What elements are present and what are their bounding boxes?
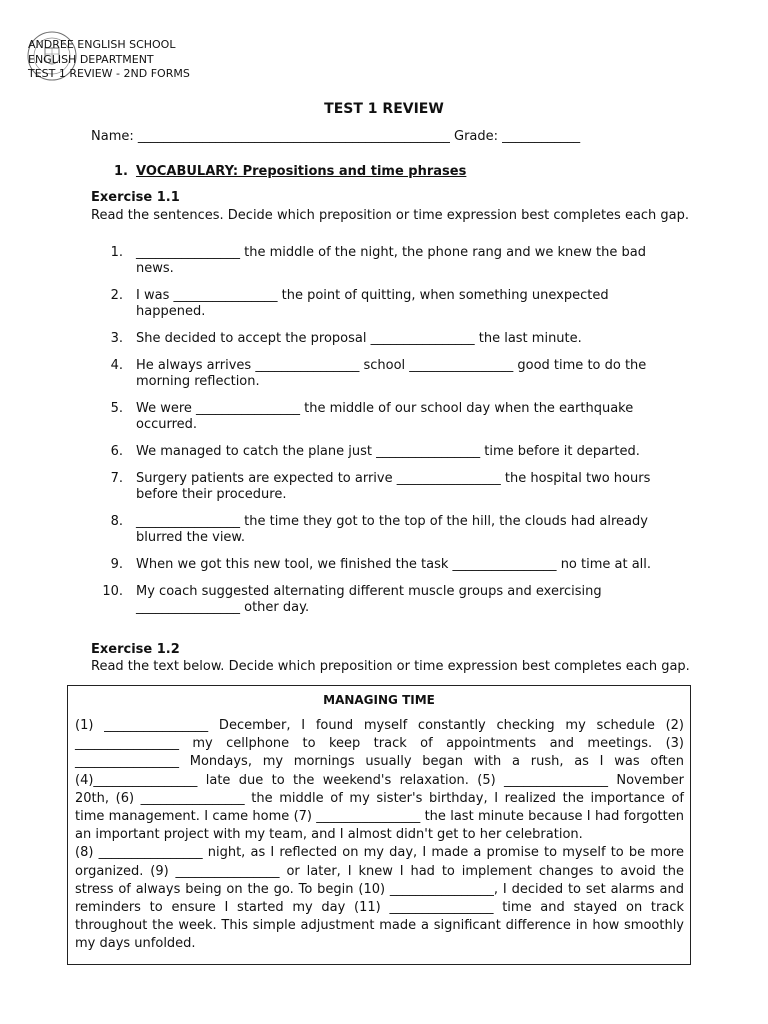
section-heading-text: VOCABULARY: Prepositions and time phrases — [135, 164, 467, 179]
box-paragraph-1: (1) ________________ December, I found myself constantly checking my schedule (2) ________________ my cellphone to keep track of appointments and meetings. (3) ________________ Mondays, my mornings usually began with a rush, as I was often (4)________________ late due to the weekend's relaxation. (5) ________________ November 20th, (6) ________________ the middle of my sister's birthday, I realized the importance of time management. I came home (7) ________________ the last minute because I had forgotten an important project with my team, and I almost didn't get to her celebration. — [75, 718, 684, 843]
header-line-school: ANDREE ENGLISH SCHOOL — [28, 38, 176, 51]
managing-time-text-box — [67, 685, 691, 965]
item-text: We were ________________ the middle of our school day when the earthquake occurred. — [136, 401, 634, 432]
item-text: I was ________________ the point of quitting, when something unexpected happened. — [136, 288, 609, 319]
list-item — [91, 401, 671, 433]
item-text: ________________ the time they got to the top of the hill, the clouds had already blurred the view. — [136, 514, 648, 545]
item-number: 4. — [110, 358, 123, 373]
item-text: ________________ the middle of the night, the phone rang and we knew the bad news. — [136, 245, 646, 276]
box-title: MANAGING TIME — [323, 693, 435, 707]
list-item — [91, 471, 671, 503]
list-item — [91, 331, 671, 347]
item-text: She decided to accept the proposal ________________ the last minute. — [136, 331, 582, 346]
exercise-1-list — [91, 245, 671, 627]
item-number: 8. — [110, 514, 123, 529]
exercise-2-title: Exercise 1.2 — [91, 642, 180, 657]
list-item — [91, 557, 671, 573]
header-line-test: TEST 1 REVIEW - 2ND FORMS — [28, 67, 190, 80]
section-heading — [114, 164, 466, 179]
item-number: 10. — [102, 584, 123, 599]
name-grade-line: Name: ________________________________________________ Grade: ____________ — [91, 129, 581, 144]
item-number: 7. — [110, 471, 123, 486]
item-number: 3. — [110, 331, 123, 346]
header-line-department: ENGLISH DEPARTMENT — [28, 52, 154, 66]
item-number: 1. — [110, 245, 123, 260]
school-header — [28, 38, 190, 82]
list-item — [91, 288, 671, 320]
list-item — [91, 358, 671, 390]
item-text: When we got this new tool, we finished the task ________________ no time at all. — [136, 557, 652, 572]
box-text — [75, 717, 684, 954]
item-text: Surgery patients are expected to arrive ________________ the hospital two hours before their procedure. — [136, 471, 651, 502]
exercise-1-instruction: Read the sentences. Decide which preposition or time expression best completes each gap. — [91, 208, 690, 223]
exercise-2-instruction: Read the text below. Decide which preposition or time expression best completes each gap. — [91, 659, 690, 674]
exercise-1-title: Exercise 1.1 — [91, 190, 180, 205]
item-text: My coach suggested alternating different muscle groups and exercising ________________ other day. — [136, 584, 602, 615]
item-number: 5. — [110, 401, 123, 416]
item-number: 9. — [110, 557, 123, 572]
item-number: 2. — [110, 288, 123, 303]
list-item — [91, 514, 671, 546]
item-text: He always arrives ________________ school ________________ good time to do the morning reflection. — [136, 358, 647, 389]
item-number: 6. — [110, 444, 123, 459]
list-item — [91, 584, 671, 616]
list-item — [91, 245, 671, 277]
page-title: TEST 1 REVIEW — [324, 101, 444, 117]
box-paragraph-2: (8) ________________ night, as I reflected on my day, I made a promise to myself to be more organized. (9) ________________ or later, I knew I had to implement changes to avoid the stress of always being on the go. To begin (10) ________________, I decided to set alarms and reminders to ensure I started my day (11) ________________ time and stayed on track throughout the week. This simple adjustment made a significant difference in how smoothly my days unfolded. — [75, 845, 684, 952]
section-number: 1. — [114, 164, 128, 179]
list-item — [91, 444, 671, 460]
item-text: We managed to catch the plane just ________________ time before it departed. — [136, 444, 640, 459]
